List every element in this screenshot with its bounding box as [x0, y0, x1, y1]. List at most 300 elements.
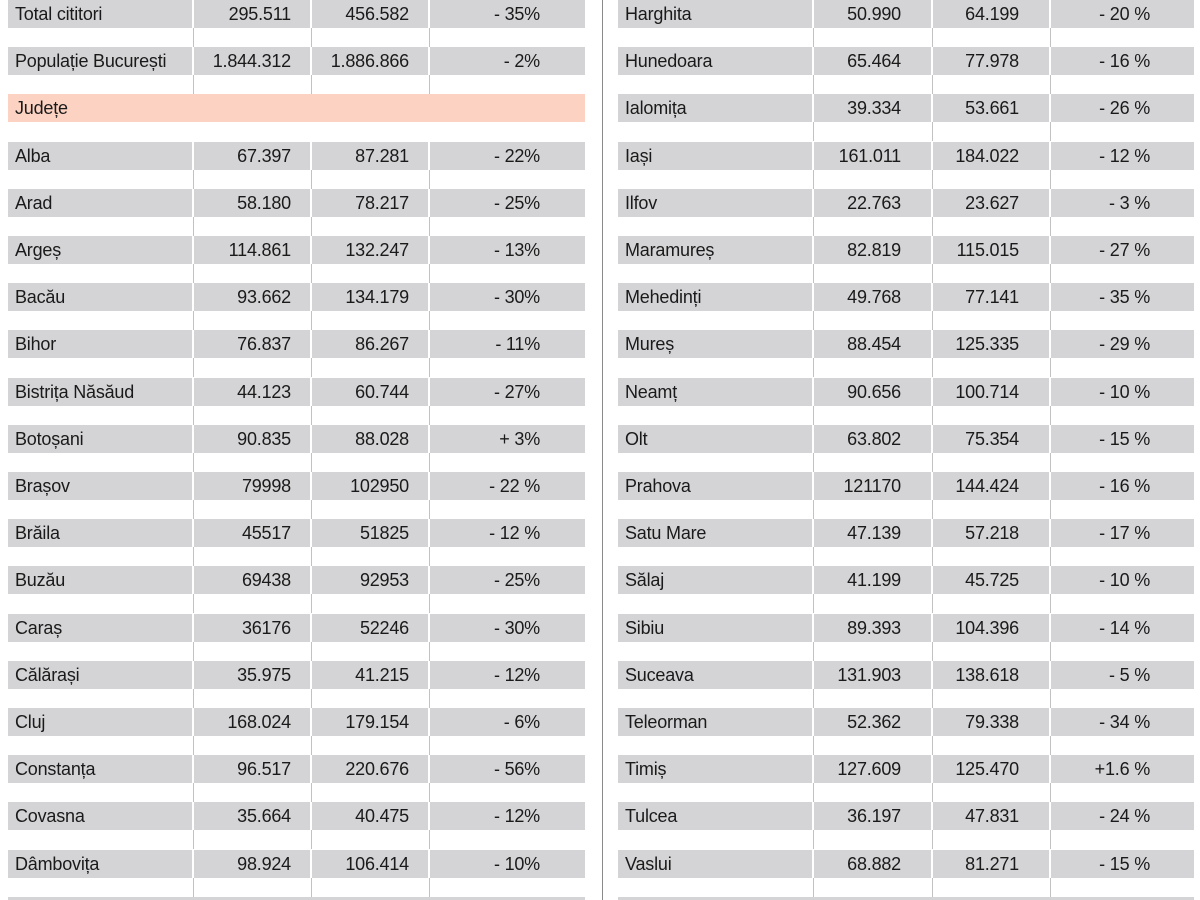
value-current: 106.414: [345, 853, 409, 874]
table-row: [8, 378, 585, 425]
grid-line: [813, 783, 814, 802]
percent-change: - 35 %: [1099, 287, 1150, 308]
cell-separator: [310, 755, 312, 783]
grid-line: [311, 783, 312, 802]
county-name: Maramureș: [625, 240, 715, 260]
value-current: 79.338: [965, 712, 1019, 732]
county-name: Ilfov: [625, 192, 658, 213]
cell-separator: [931, 236, 933, 264]
value-previous: 47.139: [847, 523, 901, 544]
cell-separator: [428, 236, 430, 264]
value-current: 184.022: [955, 145, 1019, 166]
cell-separator: [1049, 47, 1051, 75]
county-name: Mehedinți: [625, 287, 702, 308]
percent-change: - 30%: [493, 287, 540, 308]
cell-separator: [428, 472, 430, 500]
row-band: [618, 661, 1194, 689]
row-band: [8, 94, 585, 122]
value-previous: 68.882: [847, 853, 901, 874]
grid-line: [1050, 547, 1051, 566]
percent-change: - 6%: [503, 712, 540, 732]
grid-line: [1050, 358, 1051, 377]
value-previous: 22.763: [847, 192, 901, 213]
grid-line: [193, 311, 194, 330]
county-name: Bihor: [15, 334, 57, 355]
value-current: 64.199: [965, 4, 1019, 24]
cell-separator: [192, 425, 194, 453]
cell-separator: [310, 802, 312, 830]
cell-separator: [1049, 425, 1051, 453]
percent-change: - 12 %: [1099, 145, 1150, 166]
county-name: Alba: [15, 145, 51, 166]
table-row: [8, 850, 585, 897]
percent-change: - 25%: [493, 570, 540, 591]
percent-change: - 30%: [493, 617, 540, 638]
grid-line: [932, 264, 933, 283]
cell-separator: [428, 142, 430, 170]
county-name: Călărași: [15, 664, 80, 685]
cell-separator: [931, 425, 933, 453]
cell-separator: [192, 236, 194, 264]
value-current: 52246: [359, 617, 409, 638]
value-previous: 89.393: [847, 617, 901, 638]
grid-line: [429, 594, 430, 613]
cell-separator: [812, 378, 814, 406]
value-previous: 295.511: [228, 4, 291, 24]
value-current: 144.424: [955, 476, 1019, 496]
cell-separator: [931, 142, 933, 170]
table-row: [8, 0, 585, 47]
percent-change: - 5 %: [1108, 664, 1150, 685]
grid-line: [813, 406, 814, 425]
county-name: Satu Mare: [625, 523, 707, 544]
value-current: 125.470: [955, 759, 1019, 780]
table-row: [618, 47, 1194, 94]
cell-separator: [192, 142, 194, 170]
cell-separator: [192, 47, 194, 75]
table-row: [618, 0, 1194, 47]
county-name: Iași: [625, 145, 653, 166]
grid-line: [311, 642, 312, 661]
grid-line: [932, 406, 933, 425]
table-row: [618, 94, 1194, 141]
value-current: 179.154: [345, 712, 409, 732]
grid-line: [1050, 830, 1051, 849]
county-name: Teleorman: [625, 712, 708, 732]
cell-separator: [310, 425, 312, 453]
cell-separator: [428, 755, 430, 783]
grid-line: [1050, 878, 1051, 897]
county-name: Olt: [625, 428, 648, 449]
grid-line: [932, 122, 933, 141]
percent-change: - 10 %: [1099, 570, 1150, 591]
cell-separator: [192, 283, 194, 311]
county-name: Hunedoara: [625, 51, 713, 72]
cell-separator: [428, 0, 430, 28]
grid-line: [1050, 500, 1051, 519]
cell-separator: [192, 755, 194, 783]
value-current: 41.215: [355, 664, 409, 685]
grid-line: [193, 547, 194, 566]
cell-separator: [931, 94, 933, 122]
value-current: 104.396: [955, 617, 1019, 638]
table-row: [618, 661, 1194, 708]
county-name: Tulcea: [625, 806, 678, 827]
cell-separator: [812, 850, 814, 878]
value-previous: 39.334: [847, 98, 901, 119]
grid-line: [1050, 75, 1051, 94]
section-header-row: [8, 94, 585, 141]
cell-separator: [812, 142, 814, 170]
grid-line: [813, 878, 814, 897]
table-row: [8, 189, 585, 236]
value-previous: 35.664: [237, 806, 291, 827]
table-row: [8, 47, 585, 94]
cell-separator: [931, 519, 933, 547]
percent-change: - 2%: [503, 51, 540, 72]
cell-separator: [931, 755, 933, 783]
cell-separator: [1049, 708, 1051, 736]
grid-line: [429, 500, 430, 519]
table-row: [618, 566, 1194, 613]
cell-separator: [1049, 94, 1051, 122]
cell-separator: [812, 425, 814, 453]
grid-line: [1050, 28, 1051, 47]
cell-separator: [812, 802, 814, 830]
value-current: 47.831: [965, 806, 1019, 827]
county-name: Neamț: [625, 381, 678, 402]
percent-change: - 10%: [493, 853, 540, 874]
cell-separator: [428, 708, 430, 736]
value-current: 102950: [350, 476, 409, 496]
table-row: [8, 661, 585, 708]
percent-change: +1.6 %: [1094, 759, 1150, 780]
grid-line: [429, 783, 430, 802]
cell-separator: [931, 472, 933, 500]
percent-change: - 24 %: [1099, 806, 1150, 827]
cell-separator: [1049, 472, 1051, 500]
grid-line: [429, 358, 430, 377]
grid-line: [311, 75, 312, 94]
column-divider: [602, 0, 603, 900]
value-previous: 96.517: [237, 759, 291, 780]
cell-separator: [192, 519, 194, 547]
cell-separator: [428, 283, 430, 311]
grid-line: [1050, 122, 1051, 141]
county-name: Argeș: [15, 240, 62, 260]
value-previous: 44.123: [237, 381, 291, 402]
cell-separator: [310, 0, 312, 28]
cell-separator: [428, 330, 430, 358]
grid-line: [193, 878, 194, 897]
cell-separator: [1049, 614, 1051, 642]
grid-line: [429, 170, 430, 189]
table-row: [8, 472, 585, 519]
cell-separator: [1049, 378, 1051, 406]
table-row: [618, 614, 1194, 661]
grid-line: [813, 217, 814, 236]
grid-line: [932, 170, 933, 189]
grid-line: [429, 264, 430, 283]
value-previous: 168.024: [227, 712, 291, 732]
grid-line: [429, 878, 430, 897]
county-name: Bistrița Năsăud: [15, 381, 135, 402]
grid-line: [311, 878, 312, 897]
cell-separator: [931, 283, 933, 311]
value-current: 77.978: [965, 51, 1019, 72]
grid-line: [813, 594, 814, 613]
value-previous: 121170: [843, 476, 901, 496]
county-name: Botoșani: [15, 428, 84, 449]
percent-change: - 15 %: [1099, 428, 1150, 449]
grid-line: [311, 264, 312, 283]
grid-line: [932, 783, 933, 802]
percent-change: + 3%: [499, 428, 540, 449]
cell-separator: [1049, 566, 1051, 594]
cell-separator: [192, 0, 194, 28]
grid-line: [813, 170, 814, 189]
value-current: 77.141: [965, 287, 1019, 308]
grid-line: [429, 311, 430, 330]
grid-line: [193, 500, 194, 519]
cell-separator: [812, 519, 814, 547]
table-row: [8, 283, 585, 330]
table-row: [618, 425, 1194, 472]
grid-line: [429, 830, 430, 849]
cell-separator: [310, 661, 312, 689]
grid-line: [813, 311, 814, 330]
cell-separator: [1049, 330, 1051, 358]
grid-line: [429, 75, 430, 94]
county-name: Bacău: [15, 287, 66, 308]
grid-line: [1050, 453, 1051, 472]
percent-change: - 27 %: [1099, 240, 1150, 260]
cell-separator: [812, 755, 814, 783]
grid-line: [311, 28, 312, 47]
grid-line: [813, 264, 814, 283]
percent-change: - 15 %: [1099, 853, 1150, 874]
grid-line: [193, 453, 194, 472]
table-row: [618, 850, 1194, 897]
value-previous: 45517: [241, 523, 291, 544]
cell-separator: [192, 330, 194, 358]
table-row: [8, 708, 585, 755]
cell-separator: [1049, 142, 1051, 170]
table-row: [618, 189, 1194, 236]
value-current: 86.267: [355, 334, 409, 355]
grid-line: [193, 217, 194, 236]
cell-separator: [812, 614, 814, 642]
cell-separator: [192, 850, 194, 878]
percent-change: - 11%: [495, 334, 540, 355]
grid-line: [932, 311, 933, 330]
cell-separator: [812, 94, 814, 122]
value-current: 75.354: [965, 428, 1019, 449]
cell-separator: [812, 330, 814, 358]
grid-line: [311, 830, 312, 849]
value-previous: 41.199: [847, 570, 901, 591]
percent-change: - 16 %: [1099, 51, 1150, 72]
grid-line: [1050, 406, 1051, 425]
percent-change: - 34 %: [1099, 712, 1150, 732]
percent-change: - 20 %: [1099, 4, 1150, 24]
percent-change: - 3 %: [1108, 192, 1150, 213]
value-previous: 88.454: [847, 334, 901, 355]
grid-line: [193, 75, 194, 94]
value-current: 1.886.866: [330, 51, 409, 72]
grid-line: [193, 170, 194, 189]
value-current: 45.725: [965, 570, 1019, 591]
value-current: 115.015: [956, 240, 1019, 260]
table-row: [8, 330, 585, 377]
cell-separator: [192, 802, 194, 830]
grid-line: [311, 170, 312, 189]
grid-line: [311, 500, 312, 519]
cell-separator: [931, 330, 933, 358]
value-current: 87.281: [355, 145, 409, 166]
cell-separator: [812, 472, 814, 500]
percent-change: - 56%: [493, 759, 540, 780]
value-previous: 131.903: [837, 664, 901, 685]
cell-separator: [931, 0, 933, 28]
cell-separator: [310, 330, 312, 358]
grid-line: [1050, 217, 1051, 236]
grid-line: [429, 642, 430, 661]
value-previous: 36.197: [847, 806, 901, 827]
grid-line: [932, 830, 933, 849]
value-previous: 76.837: [237, 334, 291, 355]
grid-line: [813, 453, 814, 472]
value-current: 78.217: [355, 192, 409, 213]
cell-separator: [931, 189, 933, 217]
cell-separator: [310, 519, 312, 547]
cell-separator: [1049, 850, 1051, 878]
table-row: [618, 378, 1194, 425]
value-previous: 52.362: [847, 712, 901, 732]
cell-separator: [428, 850, 430, 878]
value-previous: 127.609: [837, 759, 901, 780]
table-row: [618, 283, 1194, 330]
cell-separator: [1049, 189, 1051, 217]
value-previous: 93.662: [237, 287, 291, 308]
value-current: 134.179: [345, 287, 409, 308]
grid-line: [311, 736, 312, 755]
table-row: [8, 236, 585, 283]
value-current: 23.627: [965, 192, 1019, 213]
percent-change: - 16 %: [1099, 476, 1150, 496]
grid-line: [193, 783, 194, 802]
grid-line: [1050, 264, 1051, 283]
grid-line: [311, 547, 312, 566]
county-name: Suceava: [625, 664, 694, 685]
grid-line: [311, 594, 312, 613]
grid-line: [193, 689, 194, 708]
grid-line: [932, 358, 933, 377]
value-current: 138.618: [955, 664, 1019, 685]
table-row: [8, 519, 585, 566]
cell-separator: [812, 47, 814, 75]
county-name: Sibiu: [625, 617, 665, 638]
percent-change: - 22%: [493, 145, 540, 166]
county-name: Harghita: [625, 4, 692, 24]
grid-line: [193, 358, 194, 377]
county-name: Buzău: [15, 570, 66, 591]
value-previous: 161.011: [838, 145, 901, 166]
table-row: [8, 614, 585, 661]
percent-change: - 12%: [493, 664, 540, 685]
cell-separator: [1049, 236, 1051, 264]
value-current: 81.271: [965, 853, 1019, 874]
grid-line: [932, 547, 933, 566]
value-previous: 36176: [241, 617, 291, 638]
value-previous: 82.819: [847, 240, 901, 260]
value-current: 53.661: [965, 98, 1019, 119]
county-name: Ialomița: [625, 98, 687, 119]
grid-line: [429, 736, 430, 755]
row-band: [618, 189, 1194, 217]
value-current: 57.218: [965, 523, 1019, 544]
grid-line: [193, 736, 194, 755]
percent-change: - 13%: [493, 240, 540, 260]
cell-separator: [931, 47, 933, 75]
cell-separator: [931, 661, 933, 689]
county-name: Sălaj: [625, 570, 665, 591]
cell-separator: [812, 189, 814, 217]
grid-line: [813, 500, 814, 519]
grid-line: [932, 736, 933, 755]
grid-line: [429, 547, 430, 566]
value-current: 456.582: [345, 4, 409, 24]
county-name: Dâmbovița: [15, 853, 100, 874]
county-name: Prahova: [625, 476, 691, 496]
table-row: [8, 142, 585, 189]
grid-line: [813, 736, 814, 755]
table-row: [618, 708, 1194, 755]
table-row: [8, 566, 585, 613]
grid-line: [1050, 594, 1051, 613]
value-current: 88.028: [355, 428, 409, 449]
cell-separator: [428, 378, 430, 406]
county-name: Timiș: [625, 759, 667, 780]
cell-separator: [192, 614, 194, 642]
percent-change: - 22 %: [489, 476, 540, 496]
grid-line: [311, 453, 312, 472]
value-current: 132.247: [345, 240, 409, 260]
grid-line: [932, 28, 933, 47]
grid-line: [429, 453, 430, 472]
grid-line: [813, 122, 814, 141]
cell-separator: [931, 566, 933, 594]
grid-line: [193, 264, 194, 283]
value-previous: 35.975: [237, 664, 291, 685]
value-previous: 49.768: [847, 287, 901, 308]
cell-separator: [310, 566, 312, 594]
percent-change: - 25%: [493, 192, 540, 213]
table-row: [618, 472, 1194, 519]
percent-change: - 14 %: [1099, 617, 1150, 638]
county-name: Populație București: [15, 51, 167, 72]
county-name: Arad: [15, 192, 53, 213]
cell-separator: [192, 189, 194, 217]
table-row: [618, 755, 1194, 802]
value-previous: 58.180: [237, 192, 291, 213]
cell-separator: [428, 519, 430, 547]
grid-line: [813, 358, 814, 377]
value-current: 60.744: [355, 381, 409, 402]
grid-line: [932, 642, 933, 661]
cell-separator: [310, 142, 312, 170]
cell-separator: [428, 614, 430, 642]
